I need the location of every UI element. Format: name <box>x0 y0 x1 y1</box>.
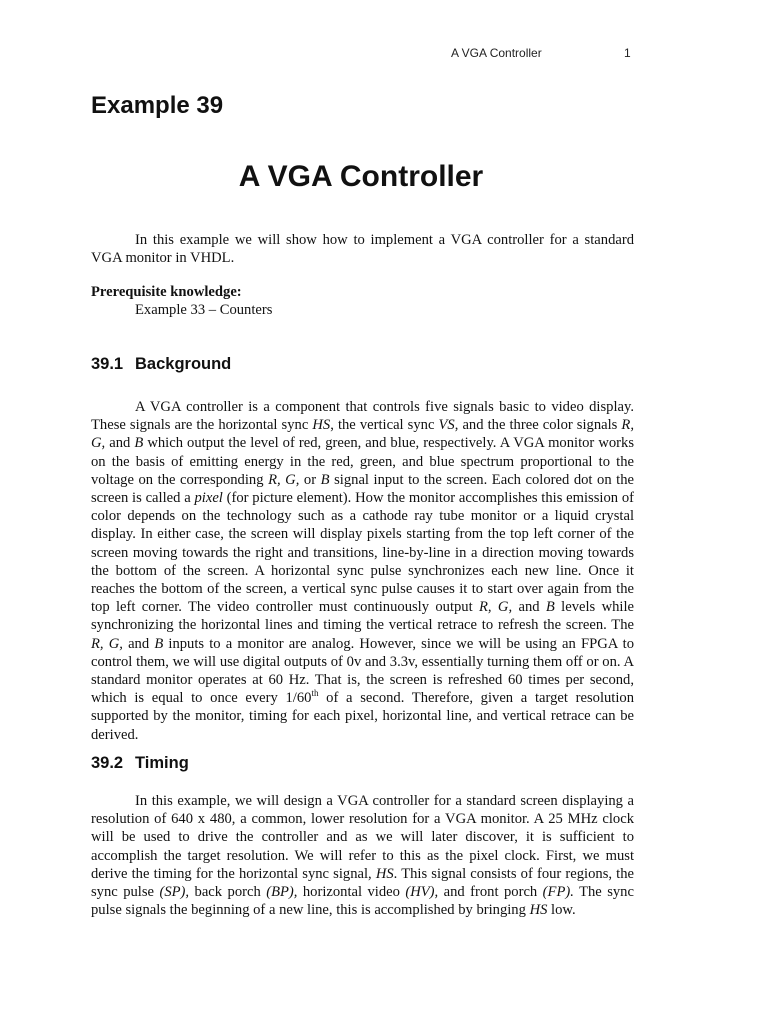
prerequisite-heading: Prerequisite knowledge: <box>91 284 242 300</box>
italic-run: pixel <box>194 490 223 507</box>
italic-run: VS <box>438 417 455 434</box>
text-run: and <box>122 635 155 652</box>
section-heading-background <box>91 355 231 374</box>
running-header-title: A VGA Controller <box>451 46 542 60</box>
text-run: , and the three color signals <box>454 417 622 434</box>
prerequisite-item: Example 33 – Counters <box>135 302 273 318</box>
text-run: or <box>299 471 321 488</box>
text-run: inputs to a monitor are analog. However, since we will be using an FPGA to control them, we will use digital outputs of 0v and 3.3v, essentially turning them off or on. A standard monitor operates at 60 Hz. That is, the screen is refreshed 60 times per second, which is equal to once every 1/60 <box>91 635 634 707</box>
italic-run: R, G, <box>91 635 123 652</box>
text-run: signal input to the screen. Each colored dot on the screen is called a <box>91 471 634 507</box>
text-run: (for picture element). How the monitor accomplishes this emission of color depends on the technology such as a cathode ray tube monitor or a liquid crystal display. In either case, the screen will display pixels starting from the top left corner of the screen moving towards the right and transitions, line-by-line in a direction moving towards the bottom of the screen. A horizontal sync pulse synchronizes each new line. Once it reaches the bottom of the screen, a vertical sync pulse causes it to start over again from the top left corner. The video controller must continuously output <box>91 490 634 616</box>
italic-run: HS <box>529 902 548 919</box>
text-run: and front porch <box>438 884 543 901</box>
italic-run: B <box>134 435 144 452</box>
italic-run: (FP). <box>542 884 574 901</box>
chapter-title: A VGA Controller <box>238 160 484 193</box>
italic-run: B <box>320 471 330 488</box>
superscript-run: th <box>311 688 319 699</box>
timing-paragraph <box>91 792 634 919</box>
italic-run: R, G, <box>91 417 634 452</box>
text-run: levels while synchronizing the horizontal lines and timing the vertical retrace to refresh the screen. The <box>91 599 634 634</box>
italic-run: (HV), <box>405 884 439 901</box>
italic-run: B <box>154 635 164 652</box>
italic-run: HS <box>312 417 331 434</box>
text-run: which output the level of red, green, and blue, respectively. A VGA monitor works on the basis of emitting energy in the red, green, and blue spectrum proportional to the voltage on the corresponding <box>91 435 634 488</box>
text-run: of a second. Therefore, given a target resolution supported by the monitor, timing for each pixel, horizontal line, and vertical retrace can be derived. <box>91 690 634 743</box>
text-run: low. <box>547 902 576 919</box>
italic-run: R, G, <box>479 599 513 616</box>
italic-run: B <box>545 599 555 616</box>
text-run: , the vertical sync <box>330 417 439 434</box>
page-number: 1 <box>624 46 631 60</box>
section-number: 39.2 <box>91 754 124 772</box>
text-run: . This signal consists of four regions, the sync pulse <box>91 865 634 901</box>
background-paragraph <box>91 398 634 744</box>
text-run: and <box>105 435 135 452</box>
section-title: Background <box>135 355 232 373</box>
italic-run: (SP), <box>159 884 190 901</box>
text-run: back porch <box>189 884 267 901</box>
section-title: Timing <box>135 754 189 772</box>
text-run: A VGA controller is a component that controls five signals basic to video display. These signals are the horizontal sync <box>91 399 634 434</box>
intro-paragraph: In this example we will show how to implement a VGA controller for a standard VGA monitor in VHDL. <box>91 232 634 267</box>
text-run: horizontal video <box>297 884 406 901</box>
section-heading-timing <box>91 754 189 773</box>
italic-run: R, G, <box>268 471 300 488</box>
text-run: and <box>512 599 546 616</box>
example-label: Example 39 <box>91 92 224 119</box>
text-run: In this example, we will design a VGA controller for a standard screen displaying a resolution of 640 x 480, a common, lower resolution for a VGA monitor. A 25 MHz clock will be used to drive the controller and as we will later discover, it is sufficient to accomplish the target resolution. We will refer to this as the pixel clock. First, we must derive the timing for the horizontal sync signal, <box>91 793 634 882</box>
italic-run: (BP), <box>266 884 298 901</box>
italic-run: HS <box>375 865 394 882</box>
section-number: 39.1 <box>91 355 124 373</box>
text-run: The sync pulse signals the beginning of a new line, this is accomplished by bringing <box>91 884 634 919</box>
